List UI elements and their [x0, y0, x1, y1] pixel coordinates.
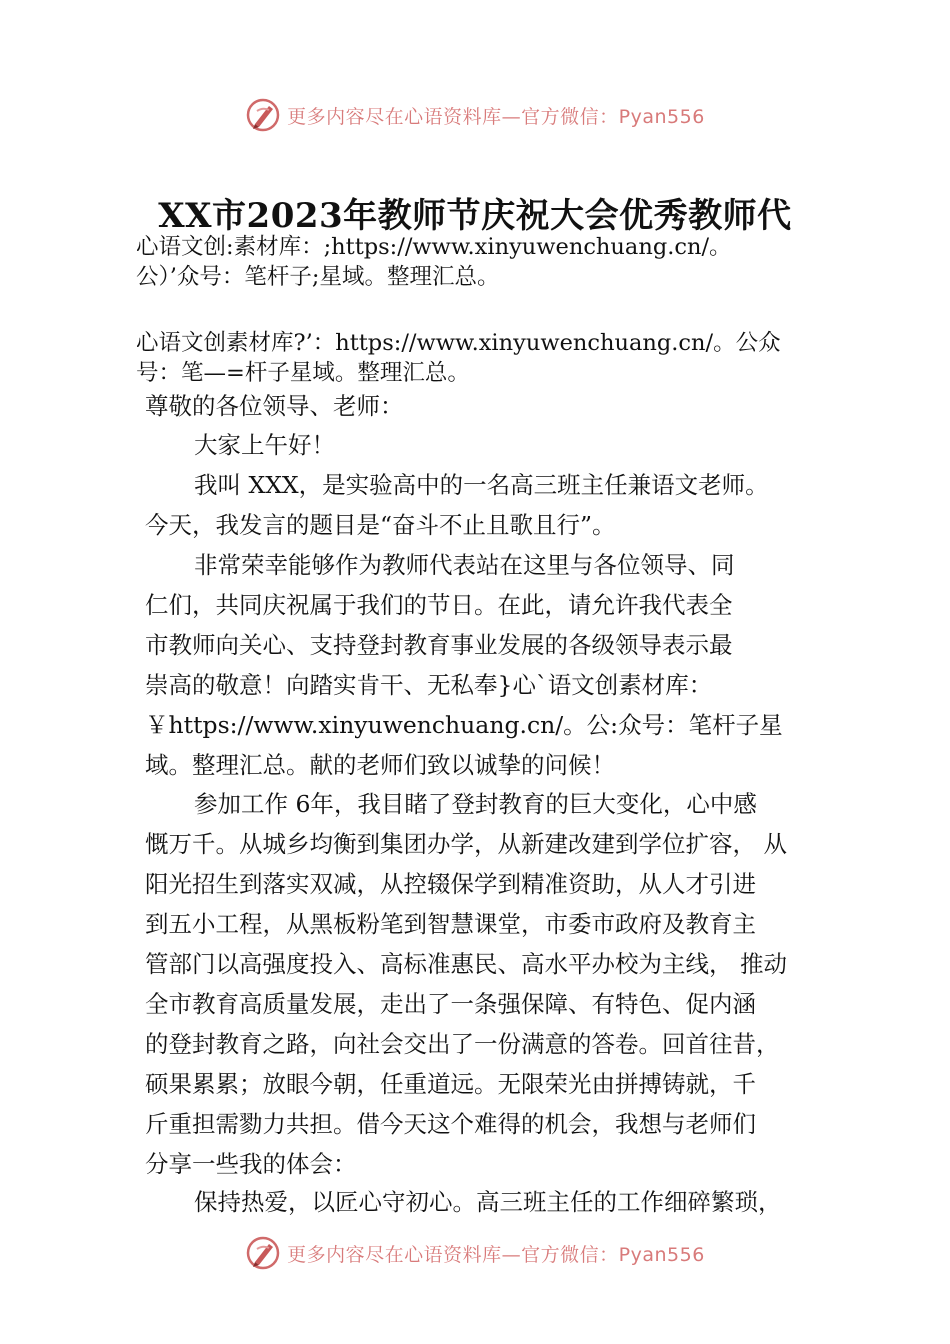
paragraph-line: 域。整理汇总。献的老师们致以诚挚的问候！: [145, 751, 615, 779]
footer-banner: [0, 1231, 950, 1275]
watermark-block-2: [136, 328, 836, 388]
pen-logo-icon: [245, 97, 281, 133]
paragraph-line: 全市教育高质量发展，走出了一条强保障、有特色、促内涵: [145, 990, 756, 1018]
paragraph-line: ￥https://www.xinyuwenchuang.cn/。公:众号：笔杆子星: [145, 711, 783, 739]
banner-text: 更多内容尽在心语资料库—官方微信：Pyan556: [287, 1243, 705, 1266]
wechat-id: Pyan556: [618, 105, 705, 128]
paragraph-line: 今天，我发言的题目是“奋斗不止且歌且行”。: [145, 511, 616, 539]
header-banner: [0, 93, 950, 137]
watermark-line: 心语文创素材库?’：https://www.xinyuwenchuang.cn/。公众: [136, 330, 781, 356]
paragraph-line: 参加工作 6年，我目睹了登封教育的巨大变化，心中感: [194, 790, 757, 818]
paragraph-line: 非常荣幸能够作为教师代表站在这里与各位领导、同: [194, 551, 735, 579]
paragraph-line: 慨万千。从城乡均衡到集团办学，从新建改建到学位扩容， 从: [145, 830, 787, 858]
paragraph-line: 阳光招生到落实双减，从控辍保学到精准资助，从人才引进: [145, 870, 756, 898]
paragraph-line: 分享一些我的体会：: [145, 1150, 357, 1178]
paragraph-1: [145, 465, 825, 545]
watermark-line: 号：笔—=杆子星域。整理汇总。: [136, 360, 470, 386]
greeting: 大家上午好！: [194, 431, 335, 459]
paragraph-line: 到五小工程，从黑板粉笔到智慧课堂，市委市政府及教育主: [145, 910, 756, 938]
wechat-id: Pyan556: [618, 1243, 705, 1266]
paragraph-line: 硕果累累；放眼今朝，任重道远。无限荣光由拼搏铸就，千: [145, 1070, 756, 1098]
paragraph-line: 保持热爱，以匠心守初心。高三班主任的工作细碎繁琐，: [194, 1188, 782, 1216]
watermark-line: 心语文创:素材库：;https://www.xinyuwenchuang.cn/。: [136, 234, 732, 260]
watermark-line: 公）’众号：笔杆子;星域。整理汇总。: [136, 264, 500, 290]
paragraph-line: 的登封教育之路，向社会交出了一份满意的答卷。回首往昔，: [145, 1030, 780, 1058]
paragraph-3: [145, 784, 825, 1184]
paragraph-line: 斤重担需勠力共担。借今天这个难得的机会，我想与老师们: [145, 1110, 756, 1138]
paragraph-line: 管部门以高强度投入、高标准惠民、高水平办校为主线， 推动: [145, 950, 787, 978]
pen-logo-icon: [245, 1235, 281, 1271]
paragraph-4: [145, 1182, 825, 1222]
paragraph-line: 我叫 XXX，是实验高中的一名高三班主任兼语文老师。: [194, 471, 769, 499]
document-title: XX市2023年教师节庆祝大会优秀教师代: [158, 196, 792, 236]
salutation: 尊敬的各位领导、老师：: [145, 392, 404, 420]
paragraph-line: 仁们，共同庆祝属于我们的节日。在此，请允许我代表全: [145, 591, 733, 619]
paragraph-line: 崇高的敬意！向踏实肯干、无私奉}心`语文创素材库：: [145, 671, 713, 699]
paragraph-line: 市教师向关心、支持登封教育事业发展的各级领导表示最: [145, 631, 733, 659]
watermark-block-1: [136, 232, 836, 292]
paragraph-2: [145, 545, 825, 785]
banner-text: 更多内容尽在心语资料库—官方微信：Pyan556: [287, 105, 705, 128]
